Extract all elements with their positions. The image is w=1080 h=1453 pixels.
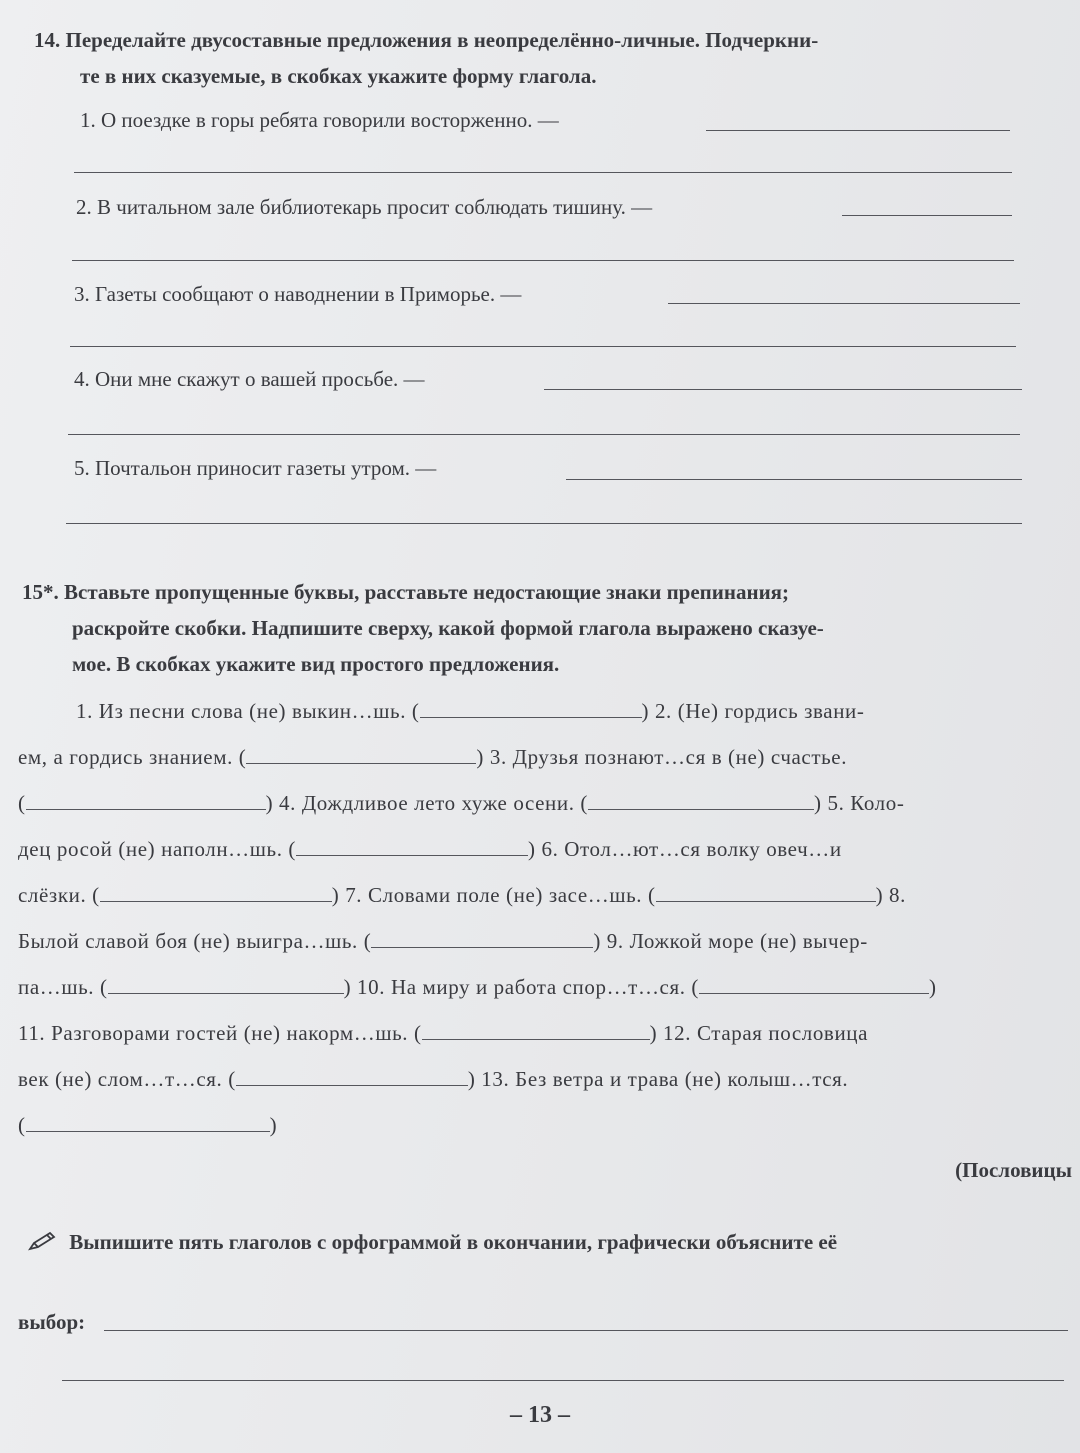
source-proverbs: (Пословицы	[955, 1158, 1072, 1182]
text: ) 8.	[875, 883, 906, 907]
answer-line[interactable]	[104, 1330, 1068, 1331]
answer-blank[interactable]	[588, 789, 814, 810]
answer-line[interactable]	[706, 130, 1010, 131]
task-14-instruction	[34, 22, 818, 58]
text: па…шь. (	[18, 975, 108, 999]
text: век (не) слом…т…ся. (	[18, 1067, 236, 1091]
text: )	[269, 1113, 278, 1137]
text: ) 10. На миру и работа спор…т…ся. (	[343, 975, 700, 999]
task-15-line	[18, 780, 1068, 826]
task-15-line	[18, 734, 1068, 780]
text: ем, а гордись знанием. (	[18, 745, 247, 769]
task-14-item-2: 2. В читальном зале библиотекарь просит соблюдать тишину. —	[76, 195, 653, 219]
text: ) 7. Словами поле (не) засе…шь. (	[331, 883, 656, 907]
answer-line[interactable]	[68, 434, 1020, 435]
text: ) 4. Дождливое лето хуже осени. (	[265, 791, 589, 815]
answer-line[interactable]	[66, 523, 1022, 524]
task-15-number: 15*.	[22, 580, 59, 604]
answer-blank[interactable]	[236, 1065, 468, 1086]
task-15-line	[18, 1010, 1068, 1056]
task-14-item-1: 1. О поездке в горы ребята говорили восторженно. —	[80, 108, 559, 132]
pencil-icon	[28, 1231, 56, 1257]
answer-line[interactable]	[62, 1380, 1064, 1381]
answer-blank[interactable]	[100, 881, 332, 902]
task-15-instruction-line3: мое. В скобках укажите вид простого предложения.	[72, 652, 560, 676]
text: дец росой (не) наполн…шь. (	[18, 837, 297, 861]
answer-line[interactable]	[842, 215, 1012, 216]
task-14-item-3: 3. Газеты сообщают о наводнении в Приморье. —	[74, 282, 522, 306]
answer-line[interactable]	[70, 346, 1016, 347]
task-15-line	[18, 826, 1068, 872]
text: ) 2. (Не) гордись звани-	[641, 699, 865, 723]
answer-line[interactable]	[544, 389, 1022, 390]
task-15-line	[18, 918, 1068, 964]
task-15-line	[18, 1056, 1068, 1102]
text: ) 13. Без ветра и трава (не) колыш…тся.	[467, 1067, 849, 1091]
task-15-instruction-line2: раскройте скобки. Надпишите сверху, какой формой глагола выражено сказуе-	[72, 616, 824, 640]
task-15-line	[18, 872, 1068, 918]
answer-blank[interactable]	[699, 973, 929, 994]
task-15-instruction-line1: Вставьте пропущенные буквы, расставьте недостающие знаки препинания;	[64, 580, 790, 604]
answer-line[interactable]	[668, 303, 1020, 304]
text: (	[18, 791, 26, 815]
answer-blank[interactable]	[656, 881, 876, 902]
answer-line[interactable]	[72, 260, 1014, 261]
task-15-line	[18, 688, 1068, 734]
task-14-item-5: 5. Почтальон приносит газеты утром. —	[74, 456, 437, 480]
text: ) 9. Ложкой море (не) вычер-	[593, 929, 868, 953]
task-14-number: 14.	[34, 28, 61, 52]
text: Былой славой боя (не) выигра…шь. (	[18, 929, 372, 953]
answer-blank[interactable]	[371, 927, 593, 948]
write-task-text: Выпишите пять глаголов с орфограммой в окончании, графически объясните её	[69, 1230, 838, 1254]
task-15-line	[18, 1102, 1068, 1148]
write-task-label: выбор:	[18, 1310, 86, 1334]
task-14-instruction-line2: те в них сказуемые, в скобках укажите форму глагола.	[80, 64, 597, 88]
text: ) 5. Коло-	[814, 791, 905, 815]
text: ) 3. Друзья познают…ся в (не) счастье.	[476, 745, 848, 769]
text: )	[929, 975, 937, 999]
answer-blank[interactable]	[26, 1111, 270, 1132]
answer-blank[interactable]	[420, 697, 642, 718]
answer-line[interactable]	[566, 479, 1022, 480]
text: 1. Из песни слова (не) выкин…шь. (	[76, 699, 420, 723]
answer-blank[interactable]	[26, 789, 266, 810]
text: 11. Разговорами гостей (не) накорм…шь. (	[18, 1021, 422, 1045]
text: ) 6. Отол…ют…ся волку овеч…и	[528, 837, 842, 861]
task-15-line	[18, 964, 1068, 1010]
task-14-instruction-line1: Переделайте двусоставные предложения в неопределённо-личные. Подчеркни-	[65, 28, 819, 52]
text: (	[18, 1113, 26, 1137]
text: ) 12. Старая пословица	[649, 1021, 869, 1045]
task-15-instruction	[22, 574, 789, 610]
answer-blank[interactable]	[422, 1019, 650, 1040]
answer-line[interactable]	[74, 172, 1012, 173]
write-task	[28, 1230, 837, 1257]
text: слёзки. (	[18, 883, 100, 907]
answer-blank[interactable]	[108, 973, 344, 994]
answer-blank[interactable]	[246, 743, 476, 764]
answer-blank[interactable]	[296, 835, 528, 856]
task-14-item-4: 4. Они мне скажут о вашей просьбе. —	[74, 367, 425, 391]
page-number: – 13 –	[510, 1402, 570, 1428]
